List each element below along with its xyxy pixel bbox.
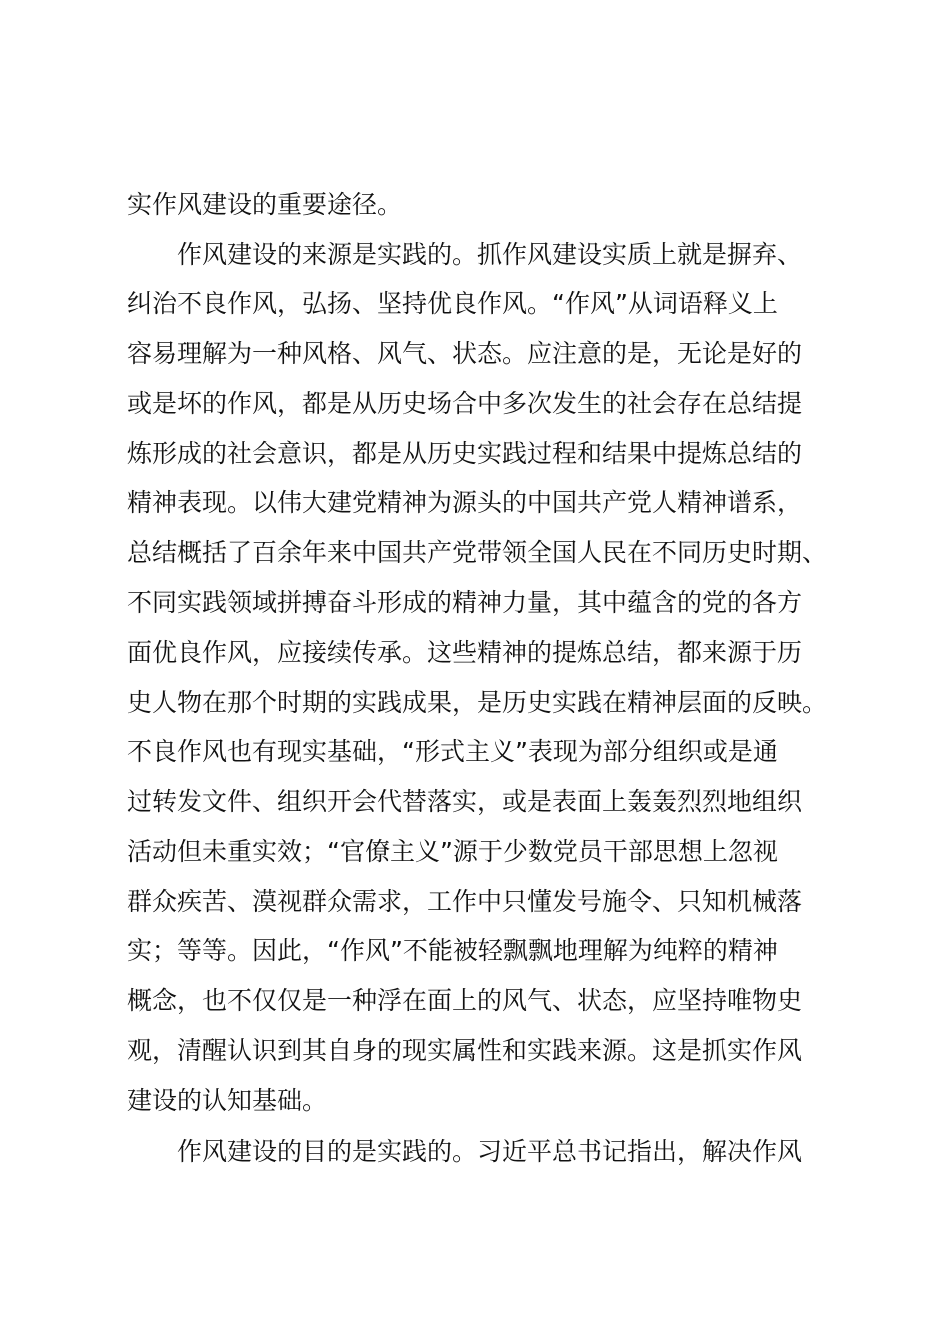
paragraph-start-line: 作风建设的来源是实践的。抓作风建设实质上就是摒弃、	[177, 240, 803, 269]
text-line: 炼形成的社会意识，都是从历史实践过程和结果中提炼总结的	[127, 439, 803, 468]
text-line: 概念，也不仅仅是一种浮在面上的风气、状态，应坚持唯物史	[127, 986, 803, 1015]
text-line: 纠治不良作风，弘扬、坚持优良作风。“作风”从词语释义上	[127, 289, 778, 318]
text-line: 或是坏的作风，都是从历史场合中多次发生的社会存在总结提	[127, 389, 803, 418]
text-line: 不同实践领域拼搏奋斗形成的精神力量，其中蕴含的党的各方	[127, 588, 803, 617]
text-line: 实作风建设的重要途径。	[127, 190, 403, 219]
text-line: 不良作风也有现实基础，“形式主义”表现为部分组织或是通	[127, 737, 778, 766]
text-line: 实；等等。因此，“作风”不能被轻飘飘地理解为纯粹的精神	[127, 936, 778, 965]
text-line: 建设的认知基础。	[127, 1086, 328, 1115]
text-line: 总结概括了百余年来中国共产党带领全国人民在不同历史时期、	[127, 538, 828, 567]
text-line: 面优良作风，应接续传承。这些精神的提炼总结，都来源于历	[127, 638, 803, 667]
text-line: 史人物在那个时期的实践成果，是历史实践在精神层面的反映。	[127, 688, 828, 717]
text-line: 群众疾苦、漠视群众需求，工作中只懂发号施令、只知机械落	[127, 887, 803, 916]
text-line: 过转发文件、组织开会代替落实，或是表面上轰轰烈烈地组织	[127, 787, 803, 816]
text-line: 活动但未重实效；“官僚主义”源于少数党员干部思想上忽视	[127, 837, 778, 866]
paragraph-start-line: 作风建设的目的是实践的。习近平总书记指出，解决作风	[177, 1137, 803, 1166]
text-line: 精神表现。以伟大建党精神为源头的中国共产党人精神谱系，	[127, 488, 803, 517]
text-line: 容易理解为一种风格、风气、状态。应注意的是，无论是好的	[127, 339, 803, 368]
text-line: 观，清醒认识到其自身的现实属性和实践来源。这是抓实作风	[127, 1036, 803, 1065]
